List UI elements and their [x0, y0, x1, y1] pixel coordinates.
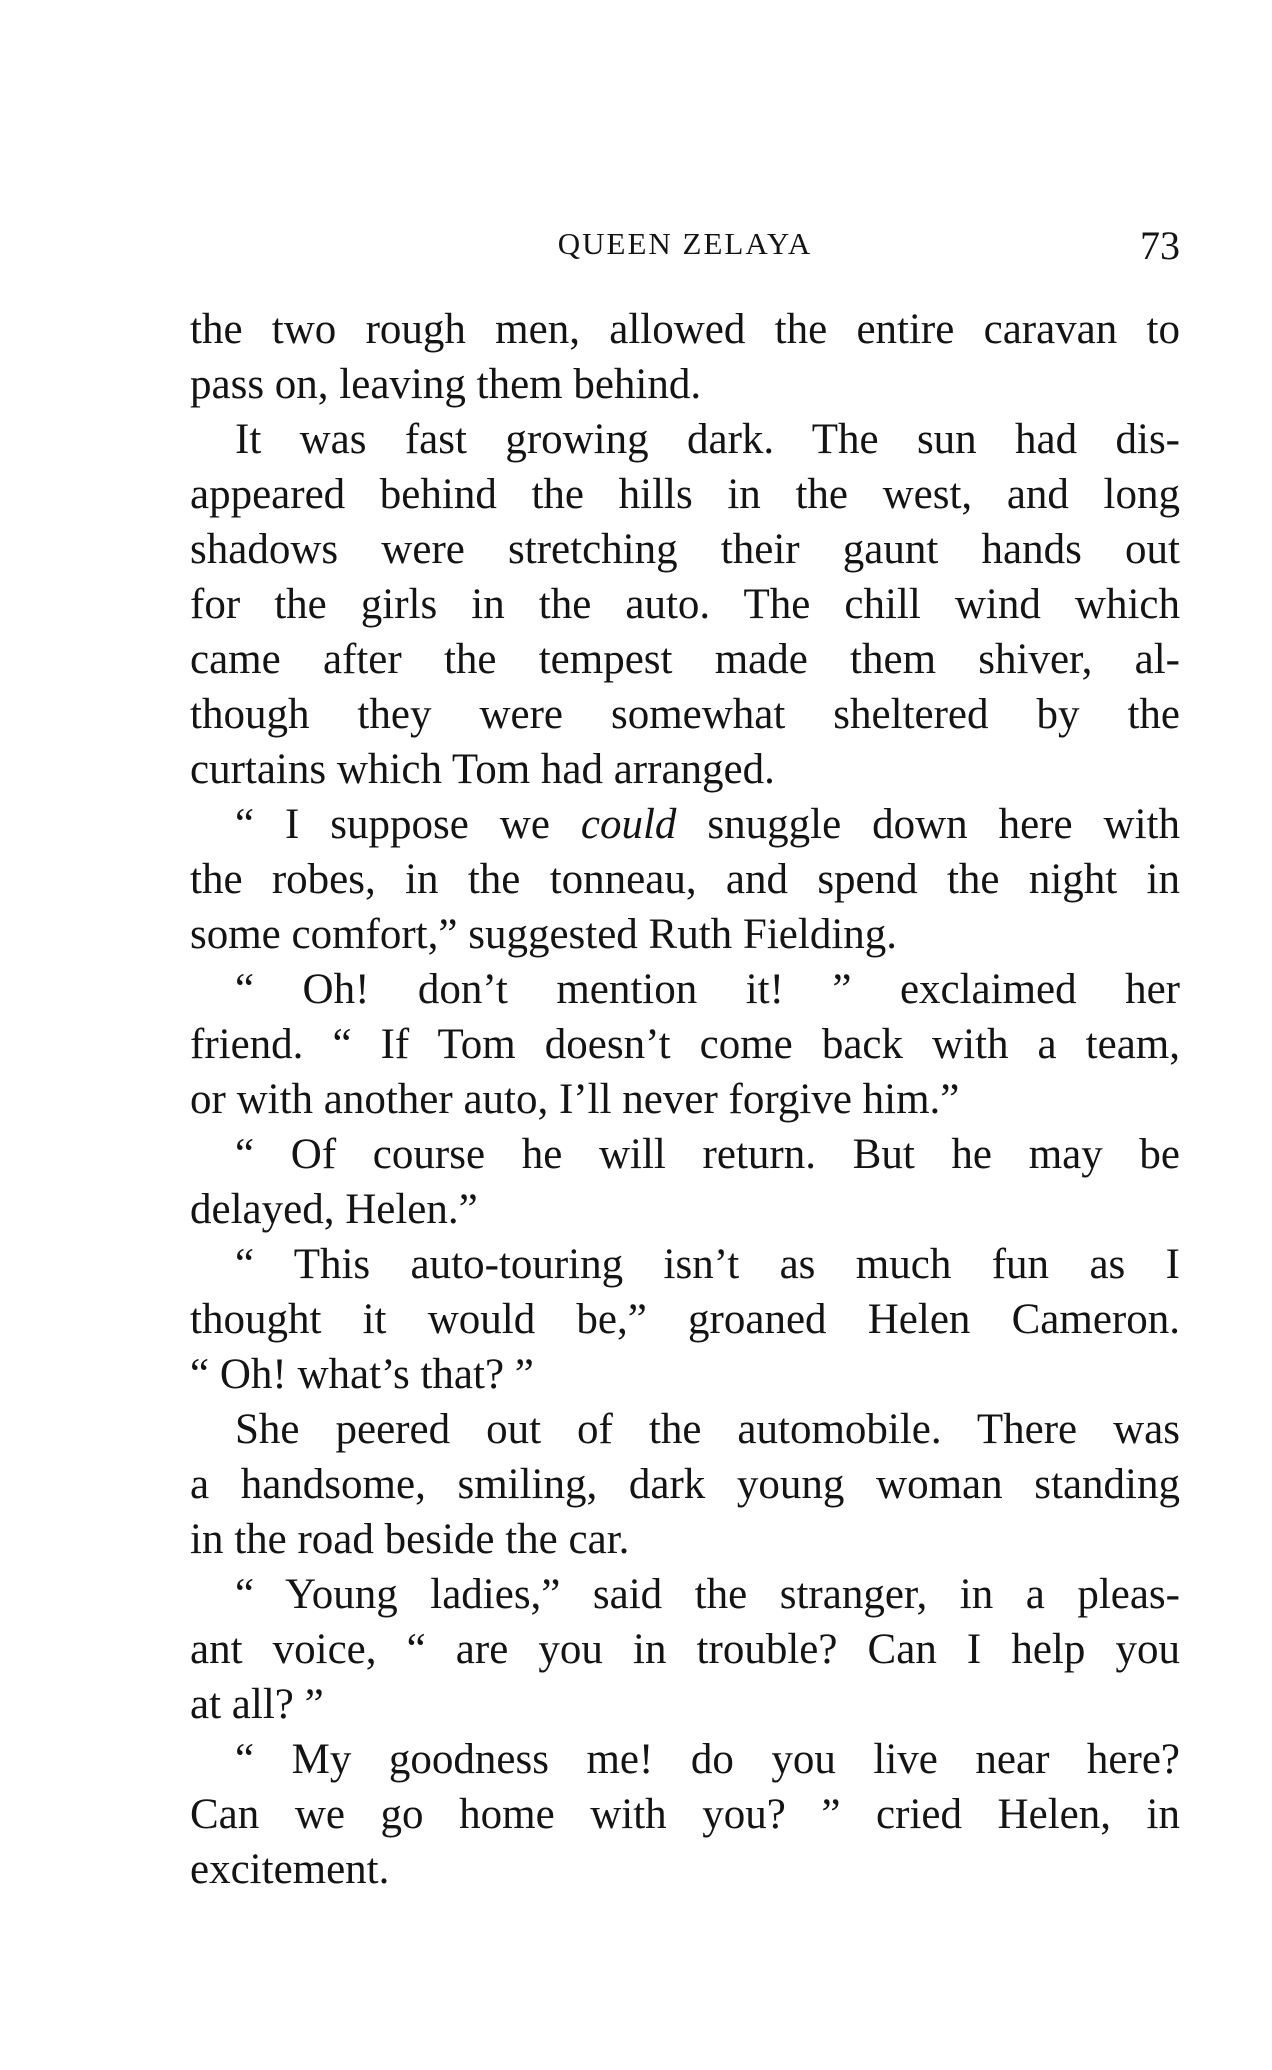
text-line-with-emphasis	[190, 797, 1180, 852]
text-line: “ Of course he will return. But he may be	[235, 1131, 1180, 1178]
text-line: excitement.	[190, 1846, 390, 1893]
text-line: “ This auto-touring isn’t as much fun as I	[235, 1241, 1180, 1288]
text-line: Can we go home with you? ” cried Helen, in	[190, 1791, 1180, 1838]
text-line: some comfort,” suggested Ruth Fielding.	[190, 911, 898, 958]
body-text	[190, 302, 1180, 1897]
text-line: pass on, leaving them behind.	[190, 361, 702, 408]
running-title: QUEEN ZELAYA	[557, 226, 813, 261]
text-run: snuggle down here with	[676, 801, 1180, 848]
text-line: curtains which Tom had arranged.	[190, 746, 775, 793]
page-number: 73	[1140, 223, 1180, 268]
italic-word: could	[580, 801, 677, 848]
text-line: in the road beside the car.	[190, 1516, 630, 1563]
text-line: shadows were stretching their gaunt hands out	[190, 526, 1180, 573]
text-run: “ I suppose we	[235, 801, 581, 848]
text-line: She peered out of the automobile. There was	[235, 1406, 1180, 1453]
text-line: at all? ”	[190, 1681, 324, 1728]
text-line: or with another auto, I’ll never forgive him.”	[190, 1076, 960, 1123]
text-line: “ Oh! don’t mention it! ” exclaimed her	[235, 966, 1180, 1013]
text-line: “ Young ladies,” said the stranger, in a pleas-	[235, 1571, 1180, 1618]
text-line: appeared behind the hills in the west, and long	[190, 471, 1180, 518]
text-line: “ My goodness me! do you live near here?	[235, 1736, 1180, 1783]
text-line: the two rough men, allowed the entire caravan to	[190, 306, 1180, 353]
text-line: the robes, in the tonneau, and spend the night in	[190, 856, 1180, 903]
text-line: “ Oh! what’s that? ”	[190, 1351, 534, 1398]
text-line: ant voice, “ are you in trouble? Can I help you	[190, 1626, 1180, 1673]
text-line: delayed, Helen.”	[190, 1186, 478, 1233]
text-line: for the girls in the auto. The chill wind which	[190, 581, 1180, 628]
text-line: came after the tempest made them shiver, al-	[190, 636, 1180, 683]
text-line: friend. “ If Tom doesn’t come back with a team,	[190, 1021, 1180, 1068]
text-line: It was fast growing dark. The sun had dis-	[235, 416, 1180, 463]
text-line: thought it would be,” groaned Helen Cameron.	[190, 1296, 1180, 1343]
text-line: though they were somewhat sheltered by the	[190, 691, 1180, 738]
running-head	[190, 222, 1180, 272]
text-line: a handsome, smiling, dark young woman standing	[190, 1461, 1180, 1508]
